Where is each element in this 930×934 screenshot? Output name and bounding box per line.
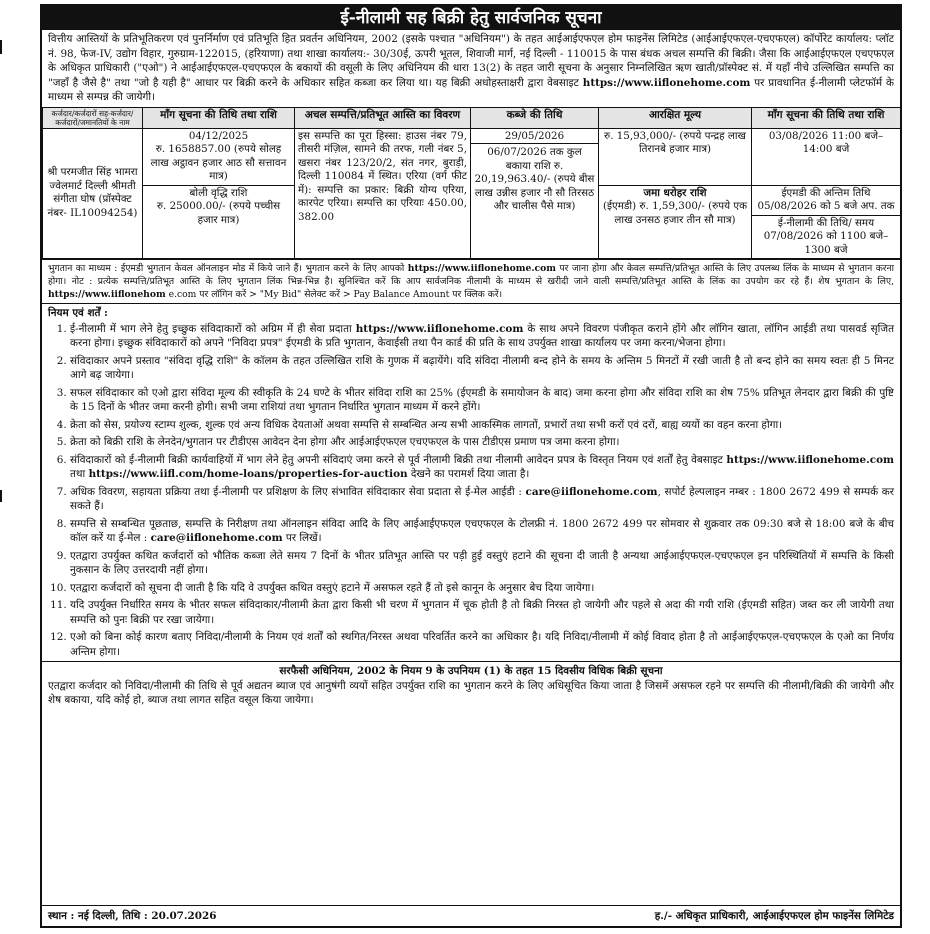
header-demand: माँग सूचना की तिथि तथा राशि <box>143 107 295 128</box>
list-item: 1. ई-नीलामी में भाग लेने हेतु इच्छुक संविदाकारों को अग्रिम में ही सेवा प्रदाता https://www.iiflonehome.com के साथ अपने विवरण पंजीकृत कराने होंगे और लॉगिन खाता, लॉगिन आईडी तथा पासवर्ड सृजित करना होगा। इच्छुक संविदाकारों को अपने "निविदा प्रपत्र" ईएमडी के प्रति भुगतान, केवाईसी तथा पैन कार्ड की प्रति के साथ उपर्युक्त शाखा कार्यालय पर जमा करना/भेजना होगा। <box>70 321 894 353</box>
left-crop-line <box>0 40 2 54</box>
list-item: 11. यदि उपर्युक्त निर्धारित समय के भीतर सफल संविदाकार/नीलामी क्रेता द्वारा किसी भी चरण में भुगतान में चूक होती है तो बिक्री निरस्त हो जायेगी और पहले से अदा की गयी राशि (ईएमडी सहित) जब्त कर ली जायेगी तथा सम्पत्ति को पुनः बिक्री पर रखा जायेगा। <box>70 597 894 629</box>
header-property: अचल सम्पत्ति/प्रतिभूत आस्ति का विवरण <box>295 107 471 128</box>
auction-notice <box>40 4 902 928</box>
payment-mode: भुगतान का माध्यम : ईएमडी भुगतान केवल ऑनलाइन मोड में किये जाने हैं। भुगतान करने के लिए आपको https://www.iiflonehome.com पर जाना होगा और केवल सम्पत्ति/प्रतिभूत आस्ति के लिए उपलब्ध लिंक के माध्यम से भुगतान करना होगा। नोट : प्रत्येक सम्पत्ति/प्रतिभूत आस्ति के लिए भुगतान लिंक भिन्न-भिन्न है। सुनिश्चित करें कि आप सार्वजनिक नीलामी के माध्यम से खरीदी जाने वाली सम्पत्ति/प्रतिभूत आस्ति के लिंक का उपयोग कर रहे हैं। शेष भुगतान के लिए, https://www.iiflonehom e.com पर लॉगिन करें > "My Bid" सेलेक्ट करें > Pay Balance Amount पर क्लिक करें। <box>42 259 900 304</box>
demand-date: 04/12/2025 <box>188 129 249 142</box>
list-item: 6. संविदाकारों को ई-नीलामी बिक्री कार्यवाहियों में भाग लेने हेतु अपनी संविदाएं जमा करने से पूर्व नीलामी बिक्री तथा नीलामी आवेदन प्रपत्र के विस्तृत नियम एवं शर्तों हेतु वेबसाइट https://www.iiflonehome.com तथा https://www.iifl.com/home-loans/properties-for-auction देखने का परामर्श दिया जाता है। <box>70 452 894 484</box>
list-item: 5. क्रेता को बिक्री राशि के लेनदेन/भुगतान पर टीडीएस आवेदन देना होगा और आईआईएफएल एचएफएल के पास टीडीएस प्रमाण पत्र जमा करना होगा। <box>70 434 894 452</box>
signatory: ह./- अधिकृत प्राधिकारी, आईआईएफएल होम फाइनेंस लिमिटेड <box>654 910 894 922</box>
demand-cell <box>143 128 295 185</box>
possession-date: 29/05/2026 <box>471 130 598 145</box>
bid-increment-label: बोली वृद्धि राशि <box>189 186 248 199</box>
intro-paragraph: वित्तीय आस्तियों के प्रतिभूतिकरण एवं पुनर्निर्माण एवं प्रतिभूति हित प्रवर्तन अधिनियम, 2002 (इसके पश्चात "अधिनियम") के तहत आईआईएफएल होम फाइनेंस लिमिटेड (आईआईएफएल-एचएफएल) कॉर्पोरेट कार्यालय: प्लॉट नं. 98, फेज-IV, उद्योग विहार, गुरुग्राम-122015, (हरियाणा) तथा शाखा कार्यालय:- 30/30ई, ऊपरी भूतल, शिवाजी मार्ग, नई दिल्ली - 110015 के पास बंधक अचल सम्पत्ति की बिक्री। जैसा कि आईआईएफएल एचएफएल के अधिकृत प्राधिकारी ("एओ") ने आईआईएफएल-एचएफएल के बकायों की वसूली के लिए अधिनियम की धारा 13(2) के तहत जारी सूचना के अनुसार निम्नलिखित ऋण खाती/प्रॉस्पेक्ट सं. में यहाँ नीचे उल्लिखित सम्पत्ति का "जहाँ है जैसे है" तथा "जो है यही है" आधार पर बिक्री करने के अधिकार सहित कब्जा कर लिया था। यह बिक्री अधोहस्ताक्षरी द्वारा वेबसाइट https://www.iiflonehome.com पर प्रावधानित ई-नीलामी प्लेटफॉर्म के माध्यम से सम्पन्न की जायेगी। <box>48 33 894 103</box>
header-borrower: कर्जदार/कर्जदारों सह-कर्जदार/ कर्जदारों/जमानतियों के नाम <box>43 107 143 128</box>
emd-last-date: ईएमडी की अन्तिम तिथि 05/08/2026 को 5 बजे अप. तक <box>752 186 900 216</box>
sarfaesi-title: सरफैसी अधिनियम, 2002 के नियम 9 के उपनियम (1) के तहत 15 दिवसीय विधिक बिक्री सूचना <box>42 661 900 679</box>
list-item: 7. अधिक विवरण, सहायता प्रक्रिया तथा ई-नीलामी पर प्रशिक्षण के लिए संभावित संविदाकार सेवा प्रदाता से ई-मेल आईडी : care@iiflonehome.com, सपोर्ट हेल्पलाइन नम्बर : 1800 2672 499 से सम्पर्क कर सकते हैं। <box>70 484 894 516</box>
terms-list <box>48 321 894 662</box>
table-row <box>43 128 901 185</box>
list-item: 3. सफल संविदाकार को एओ द्वारा संविदा मूल्य की स्वीकृति के 24 घण्टे के भीतर संविदा राशि का 25% (ईएमडी के समायोजन के बाद) जमा करना होगा और संविदा राशि का शेष 75% प्रतिभूत लेनदार द्वारा बिक्री की पुष्टि के 15 दिनों के भीतर जमा करनी होगी। सभी जमा राशियां तथा भुगतान निर्धारित भुगतान माध्यम में करने होंगे। <box>70 385 894 417</box>
list-item: 9. एतद्वारा उपर्युक्त कथित कर्जदारों को भौतिक कब्जा लेते समय 7 दिनों के भीतर प्रतिभूत आस्ति पर पड़ी हुई वस्तुएं हटाने की सूचना दी जाती है अन्यथा आईआईएफएल-एचएफएल इन परिस्थितियों में सम्पत्ति के किसी नुकसान के लिए उत्तरदायी नहीं होगा। <box>70 548 894 580</box>
list-item: 8. सम्पत्ति से सम्बन्धित पूछताछ, सम्पत्ति के निरीक्षण तथा ऑनलाइन संविदा आदि के लिए आईआईएफएल एचएफएल के टोलफ्री नं. 1800 2672 499 पर सोमवार से शुक्रवार तक 09:30 बजे से 18:00 बजे के बीच कॉल करें या ई-मेल : care@iiflonehome.com पर लिखें। <box>70 516 894 548</box>
auction-dates-cell <box>752 185 901 259</box>
reserve-cell: रु. 15,93,000/- (रुपये पन्द्रह लाख तिरानबे हजार मात्र) <box>599 128 752 185</box>
emd-label: जमा धरोहर राशि <box>643 186 707 199</box>
bid-increment-cell <box>143 185 295 259</box>
property-cell: इस सम्पत्ति का पूरा हिस्सा: हाउस नंबर 79, तीसरी मंज़िल, सामने की तरफ, गली नंबर 5, खसरा नंबर 123/20/2, संत नगर, बुराड़ी, दिल्ली 110084 में स्थित। एरिया (वर्ग फीट में): सम्पत्ति का प्रकार: बिक्री योग्य एरिया, कारपेट एरिया। सम्पत्ति का एरियाः 450.00, 382.00 <box>295 128 471 259</box>
header-possession: कब्जे की तिथि <box>471 107 599 128</box>
list-item: 10. एतद्वारा कर्जदारों को सूचना दी जाती है कि यदि वे उपर्युक्त कथित वस्तुएं हटाने में असफल रहते हैं तो इसे कानून के अनुसार बेच दिया जायेगा। <box>70 580 894 598</box>
terms-section <box>42 304 900 661</box>
notice-title: ई-नीलामी सह बिक्री हेतु सार्वजनिक सूचना <box>42 6 900 30</box>
terms-title: नियम एवं शर्तें : <box>48 307 108 319</box>
list-item: 12. एओ को बिना कोई कारण बताए निविदा/नीलामी के नियम एवं शर्तों को स्थगित/निरस्त अथवा परिवर्तित करने का अधिकार है। यदि निविदा/नीलामी में कोई विवाद होता है तो आईआईएफएल-एचएफएल के एओ का निर्णय अन्तिम होगा। <box>70 629 894 661</box>
footer <box>42 905 900 926</box>
inspection-cell: 03/08/2026 11:00 बजे–14:00 बजे <box>752 128 901 185</box>
sarfaesi-text: एतद्वारा कर्जदार को निविदा/नीलामी की तिथि से पूर्व अद्यतन ब्याज एवं आनुषंगी व्ययों सहित उपर्युक्त राशि का भुगतान करने के लिए अधिसूचित किया जाता है जिसमें असफल रहने पर सम्पत्ति की नीलामी/बिक्री की जायेगी और शेष बकाया, यदि कोई हो, ब्याज तथा लागत सहित वसूल किया जायेगा। <box>48 679 894 706</box>
emd-amount: (ईएमडी) रु. 1,59,300/- (रुपये एक लाख उनसठ हजार तीन सौ मात्र) <box>602 200 748 226</box>
place-date: स्थान : नई दिल्ली, तिथि : 20.07.2026 <box>48 910 217 922</box>
demand-amount: रु. 1658857.00 (रुपये सोलह लाख अट्ठावन हजार आठ सौ सत्तावन मात्र) <box>150 143 287 182</box>
list-item: 4. क्रेता को सेस, प्रयोज्य स्टाम्प शुल्क, शुल्क एवं अन्य विधिक देयताओं अथवा सम्पत्ति से सम्बन्धित अन्य सभी आकस्मिक लागतों, प्रभारों तथा सभी करों एवं दरों, बाह्य व्ययों का वहन करना होगा। <box>70 417 894 435</box>
header-demand-date: माँग सूचना की तिथि तथा राशि <box>752 107 901 128</box>
outstanding-amount: 06/07/2026 तक कुल बकाया राशि रु. 20,19,963.40/- (रुपये बीस लाख उन्नीस हजार नौ सौ तिरसठ और चालीस पैसे मात्र) <box>474 146 595 212</box>
left-crop-line-2 <box>0 490 2 502</box>
table-header-row <box>43 107 901 128</box>
bid-increment-amount: रु. 25000.00/- (रुपये पच्चीस हजार मात्र) <box>156 200 281 226</box>
possession-cell <box>471 128 599 259</box>
auction-date: ई-नीलामी की तिथि/ समय 07/08/2026 को 1100 बजे–1300 बजे <box>763 216 889 256</box>
borrower-cell: श्री परमजीत सिंह भामरा ज्वेलमार्ट दिल्ली श्रीमती संगीता घोष (प्रॉस्पेक्ट नंबर- IL10094254) <box>43 128 143 259</box>
property-table <box>42 107 901 260</box>
header-reserve: आरक्षित मूल्य <box>599 107 752 128</box>
emd-cell <box>599 185 752 259</box>
list-item: 2. संविदाकार अपने प्रस्ताव "संविदा वृद्धि राशि" के कॉलम के तहत उल्लिखित राशि के गुणक में बढ़ायेंगे। यदि संविदा नीलामी बन्द होने के समय के अन्तिम 5 मिनटों में रखी जाती है तो बन्द होने का समय स्वतः ही 5 मिनट आगे बढ़ जायेगा। <box>70 353 894 385</box>
